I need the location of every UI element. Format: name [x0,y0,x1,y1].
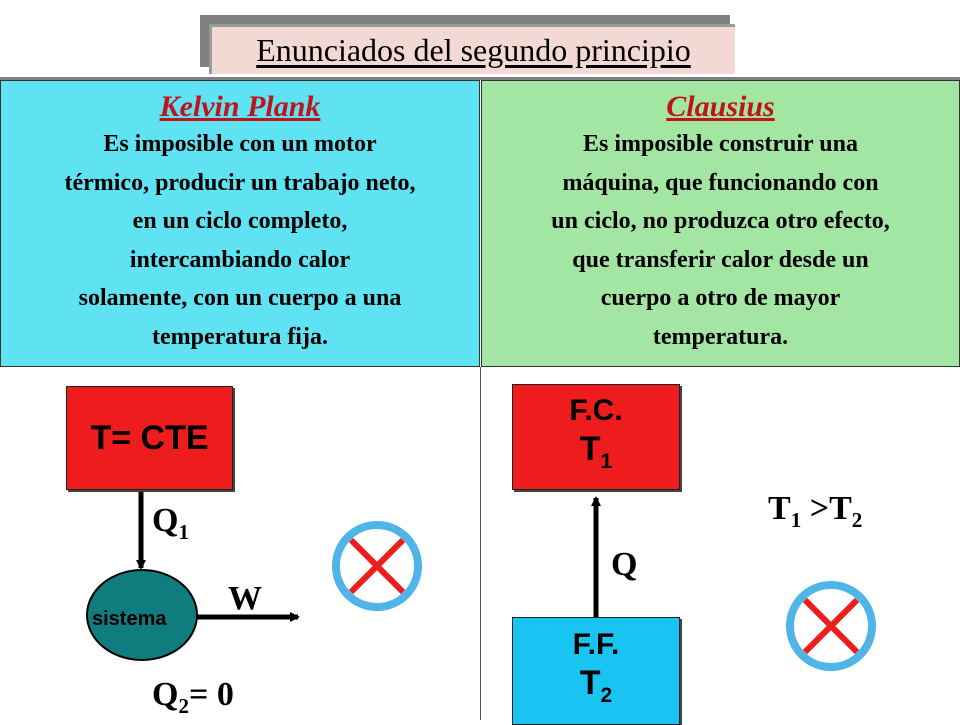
heat-label: Q [611,546,638,583]
statement-line: Es imposible con un motor [103,131,377,157]
constant-temperature-reservoir [66,386,233,490]
statement-line: intercambiando calor [129,246,351,273]
hot-reservoir-label: F.C. [569,393,623,427]
q2-value: = 0 [189,676,234,713]
q1-symbol: Q [152,502,179,539]
statement-line: solamente, con un cuerpo a una [78,285,402,311]
relation-t1-subscript: 1 [790,507,802,532]
cold-reservoir-temp [580,663,613,716]
statement-line: temperatura. [652,323,789,350]
relation-t1: T [768,490,791,527]
relation-t2-subscript: 2 [851,507,863,532]
statement-line: en un ciclo completo, [132,208,348,234]
statement-line: Es imposible construir una [583,131,858,157]
cold-reservoir [512,617,680,725]
t2-subscript: 2 [600,683,613,707]
t1-symbol: T [579,429,601,468]
page-title: Enunciados del segundo principio [256,32,691,68]
statement-line: cuerpo a otro de mayor [600,285,841,311]
q2-symbol: Q [152,676,179,713]
hot-reservoir-temp [580,429,613,482]
statement-line: un ciclo, no produzca otro efecto, [551,208,890,234]
q2-label [152,676,234,719]
clausius-heading: Clausius [666,90,775,123]
statement-line: que transferir calor desde un [572,246,869,273]
relation-operator: > [801,490,830,527]
reservoir-label: T= CTE [90,418,209,457]
hot-reservoir [512,384,680,490]
q1-label [152,502,189,545]
cold-reservoir-label: F.F. [572,627,620,661]
work-label: W [228,580,262,617]
relation-t2: T [829,490,852,527]
t1-subscript: 1 [600,449,613,473]
kelvin-plank-heading: Kelvin Plank [159,90,321,123]
forbidden-cross-icon [790,585,872,667]
forbidden-cross-icon [336,525,418,607]
statement-line: temperatura fija. [152,323,328,350]
statement-line: térmico, producir un trabajo neto, [64,169,416,196]
system-label: sistema [92,608,167,630]
t2-symbol: T [579,663,601,702]
q1-subscript: 1 [178,519,189,544]
q2-subscript: 2 [178,693,189,718]
statement-line: máquina, que funcionando con [562,169,879,196]
temperature-relation [768,490,862,533]
